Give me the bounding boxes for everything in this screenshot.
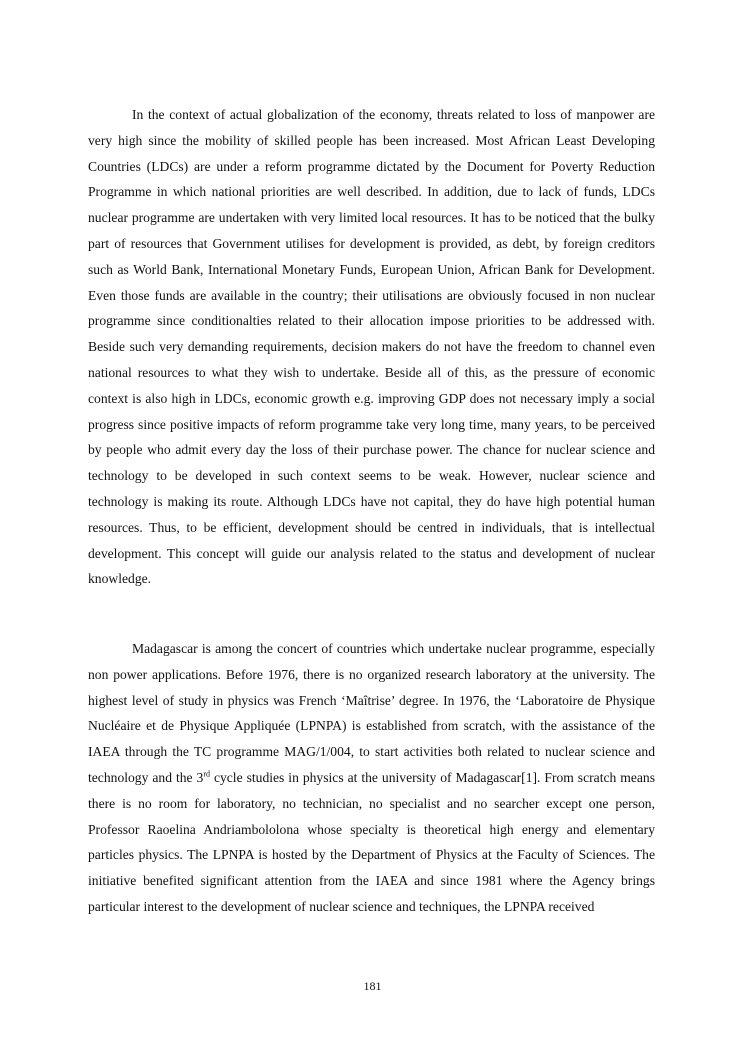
paragraph-globalization-context: In the context of actual globalization of the economy, threats related to loss of manpower are very high since the mobility of skilled people has been increased. Most African Least Developing Countries (LDCs) are under a reform programme dictated by the Document for Poverty Reduction Programme in which national priorities are well described. In addition, due to lack of funds, LDCs nuclear programme are undertaken with very limited local resources. It has to be noticed that the bulky part of resources that Government utilises for development is provided, as debt, by foreign creditors such as World Bank, International Monetary Funds, European Union, African Bank for Development. Even those funds are available in the country; their utilisations are obviously focused in non nuclear programme since conditionalties related to their allocation impose priorities to be addressed with. Beside such very demanding requirements, decision makers do not have the freedom to channel even national resources to what they wish to undertake. Beside all of this, as the pressure of economic context is also high in LDCs, economic growth e.g. improving GDP does not necessary imply a social progress since positive impacts of reform programme take very long time, many years, to be perceived by people who admit every day the loss of their purchase power. The chance for nuclear science and technology to be developed in such context seems to be weak. However, nuclear science and technology is making its route. Although LDCs have not capital, they do have high potential human resources. Thus, to be efficient, development should be centred in individuals, that is intellectual development. This concept will guide our analysis related to the status and development of nuclear knowledge. — [88, 107, 655, 587]
paragraph-madagascar-text-part1: Madagascar is among the concert of countries which undertake nuclear programme, especially non power applications. Before 1976, there is no organized research laboratory at the university. The highest level of study in physics was French ‘Maîtrise’ degree. In 1976, the ‘Laboratoire de Physique Nucléaire et de Physique Appliquée (LPNPA) is established from scratch, with the assistance of the IAEA through the TC programme MAG/1/004, to start activities both related to nuclear science and technology and the 3 — [88, 641, 655, 785]
paragraph-madagascar-programme — [88, 636, 655, 920]
paragraph-madagascar-text-part2: cycle studies in physics at the university of Madagascar[1]. From scratch means there is no room for laboratory, no technician, no specialist and no searcher except one person, Professor Raoelina Andriambololona whose specialty is theoretical high energy and elementary particles physics. The LPNPA is hosted by the Department of Physics at the Faculty of Sciences. The initiative benefited significant attention from the IAEA and since 1981 where the Agency brings particular interest to the development of nuclear science and techniques, the LPNPA received — [88, 769, 655, 914]
page-number: 181 — [363, 979, 382, 993]
ordinal-superscript: rd — [203, 769, 210, 779]
